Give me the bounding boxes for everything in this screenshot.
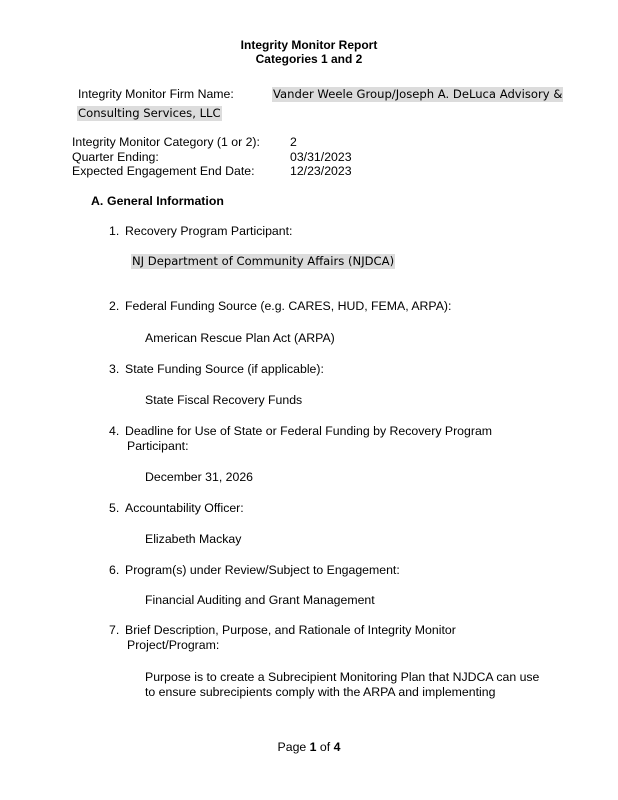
page-total: 4	[333, 740, 341, 754]
section-marker: A.	[91, 194, 104, 208]
question-text: Accountability Officer:	[125, 501, 244, 515]
item-7-answer-line2: to ensure subrecipients comply with the ARPA and implementing	[145, 685, 496, 699]
question-text: Recovery Program Participant:	[125, 224, 293, 238]
item-number: 1.	[109, 224, 120, 238]
question-text: Brief Description, Purpose, and Rationale of Integrity Monitor	[125, 623, 456, 637]
item-1-question	[109, 224, 292, 239]
item-5-question	[109, 501, 244, 516]
section-heading	[91, 194, 224, 209]
item-6-question	[109, 563, 400, 578]
quarter-ending-label: Quarter Ending:	[72, 150, 159, 164]
question-text: Deadline for Use of State or Federal Funding by Recovery Program	[125, 424, 493, 438]
item-3-question	[109, 362, 324, 377]
firm-name-value-line2: Consulting Services, LLC	[78, 106, 221, 120]
item-7-question-cont: Project/Program:	[127, 638, 220, 652]
item-7-question	[109, 623, 456, 638]
item-number: 6.	[109, 563, 120, 577]
end-date-value: 12/23/2023	[290, 164, 352, 178]
item-2-question	[109, 299, 451, 314]
question-text: State Funding Source (if applicable):	[125, 362, 324, 376]
page-current: 1	[309, 740, 317, 754]
item-number: 2.	[109, 299, 120, 313]
quarter-ending-value: 03/31/2023	[290, 150, 352, 164]
category-value: 2	[290, 135, 297, 149]
page-of: of	[316, 740, 334, 754]
item-number: 4.	[109, 424, 120, 438]
firm-name-value-line1: Vander Weele Group/Joseph A. DeLuca Advisory &	[273, 87, 563, 101]
item-number: 7.	[109, 623, 120, 637]
item-number: 5.	[109, 501, 120, 515]
question-text: Federal Funding Source (e.g. CARES, HUD, FEMA, ARPA):	[125, 299, 452, 313]
page-prefix: Page	[277, 740, 310, 754]
end-date-label: Expected Engagement End Date:	[72, 164, 255, 178]
report-title: Integrity Monitor Report	[240, 38, 378, 52]
section-title: General Information	[107, 194, 224, 208]
item-4-question	[109, 424, 492, 439]
question-text: Program(s) under Review/Subject to Engagement:	[125, 563, 400, 577]
item-6-answer: Financial Auditing and Grant Management	[145, 593, 375, 607]
category-label: Integrity Monitor Category (1 or 2):	[72, 135, 260, 149]
item-4-question-cont: Participant:	[127, 439, 189, 453]
item-4-answer: December 31, 2026	[145, 470, 254, 484]
item-1-answer: NJ Department of Community Affairs (NJDCA)	[132, 254, 395, 268]
item-3-answer: State Fiscal Recovery Funds	[145, 393, 303, 407]
page-footer	[0, 740, 618, 754]
item-7-answer-line1: Purpose is to create a Subrecipient Monitoring Plan that NJDCA can use	[145, 670, 540, 684]
item-number: 3.	[109, 362, 120, 376]
report-subtitle: Categories 1 and 2	[255, 52, 363, 66]
item-5-answer: Elizabeth Mackay	[145, 532, 242, 546]
item-2-answer: American Rescue Plan Act (ARPA)	[145, 331, 335, 345]
firm-name-label: Integrity Monitor Firm Name:	[78, 87, 234, 101]
